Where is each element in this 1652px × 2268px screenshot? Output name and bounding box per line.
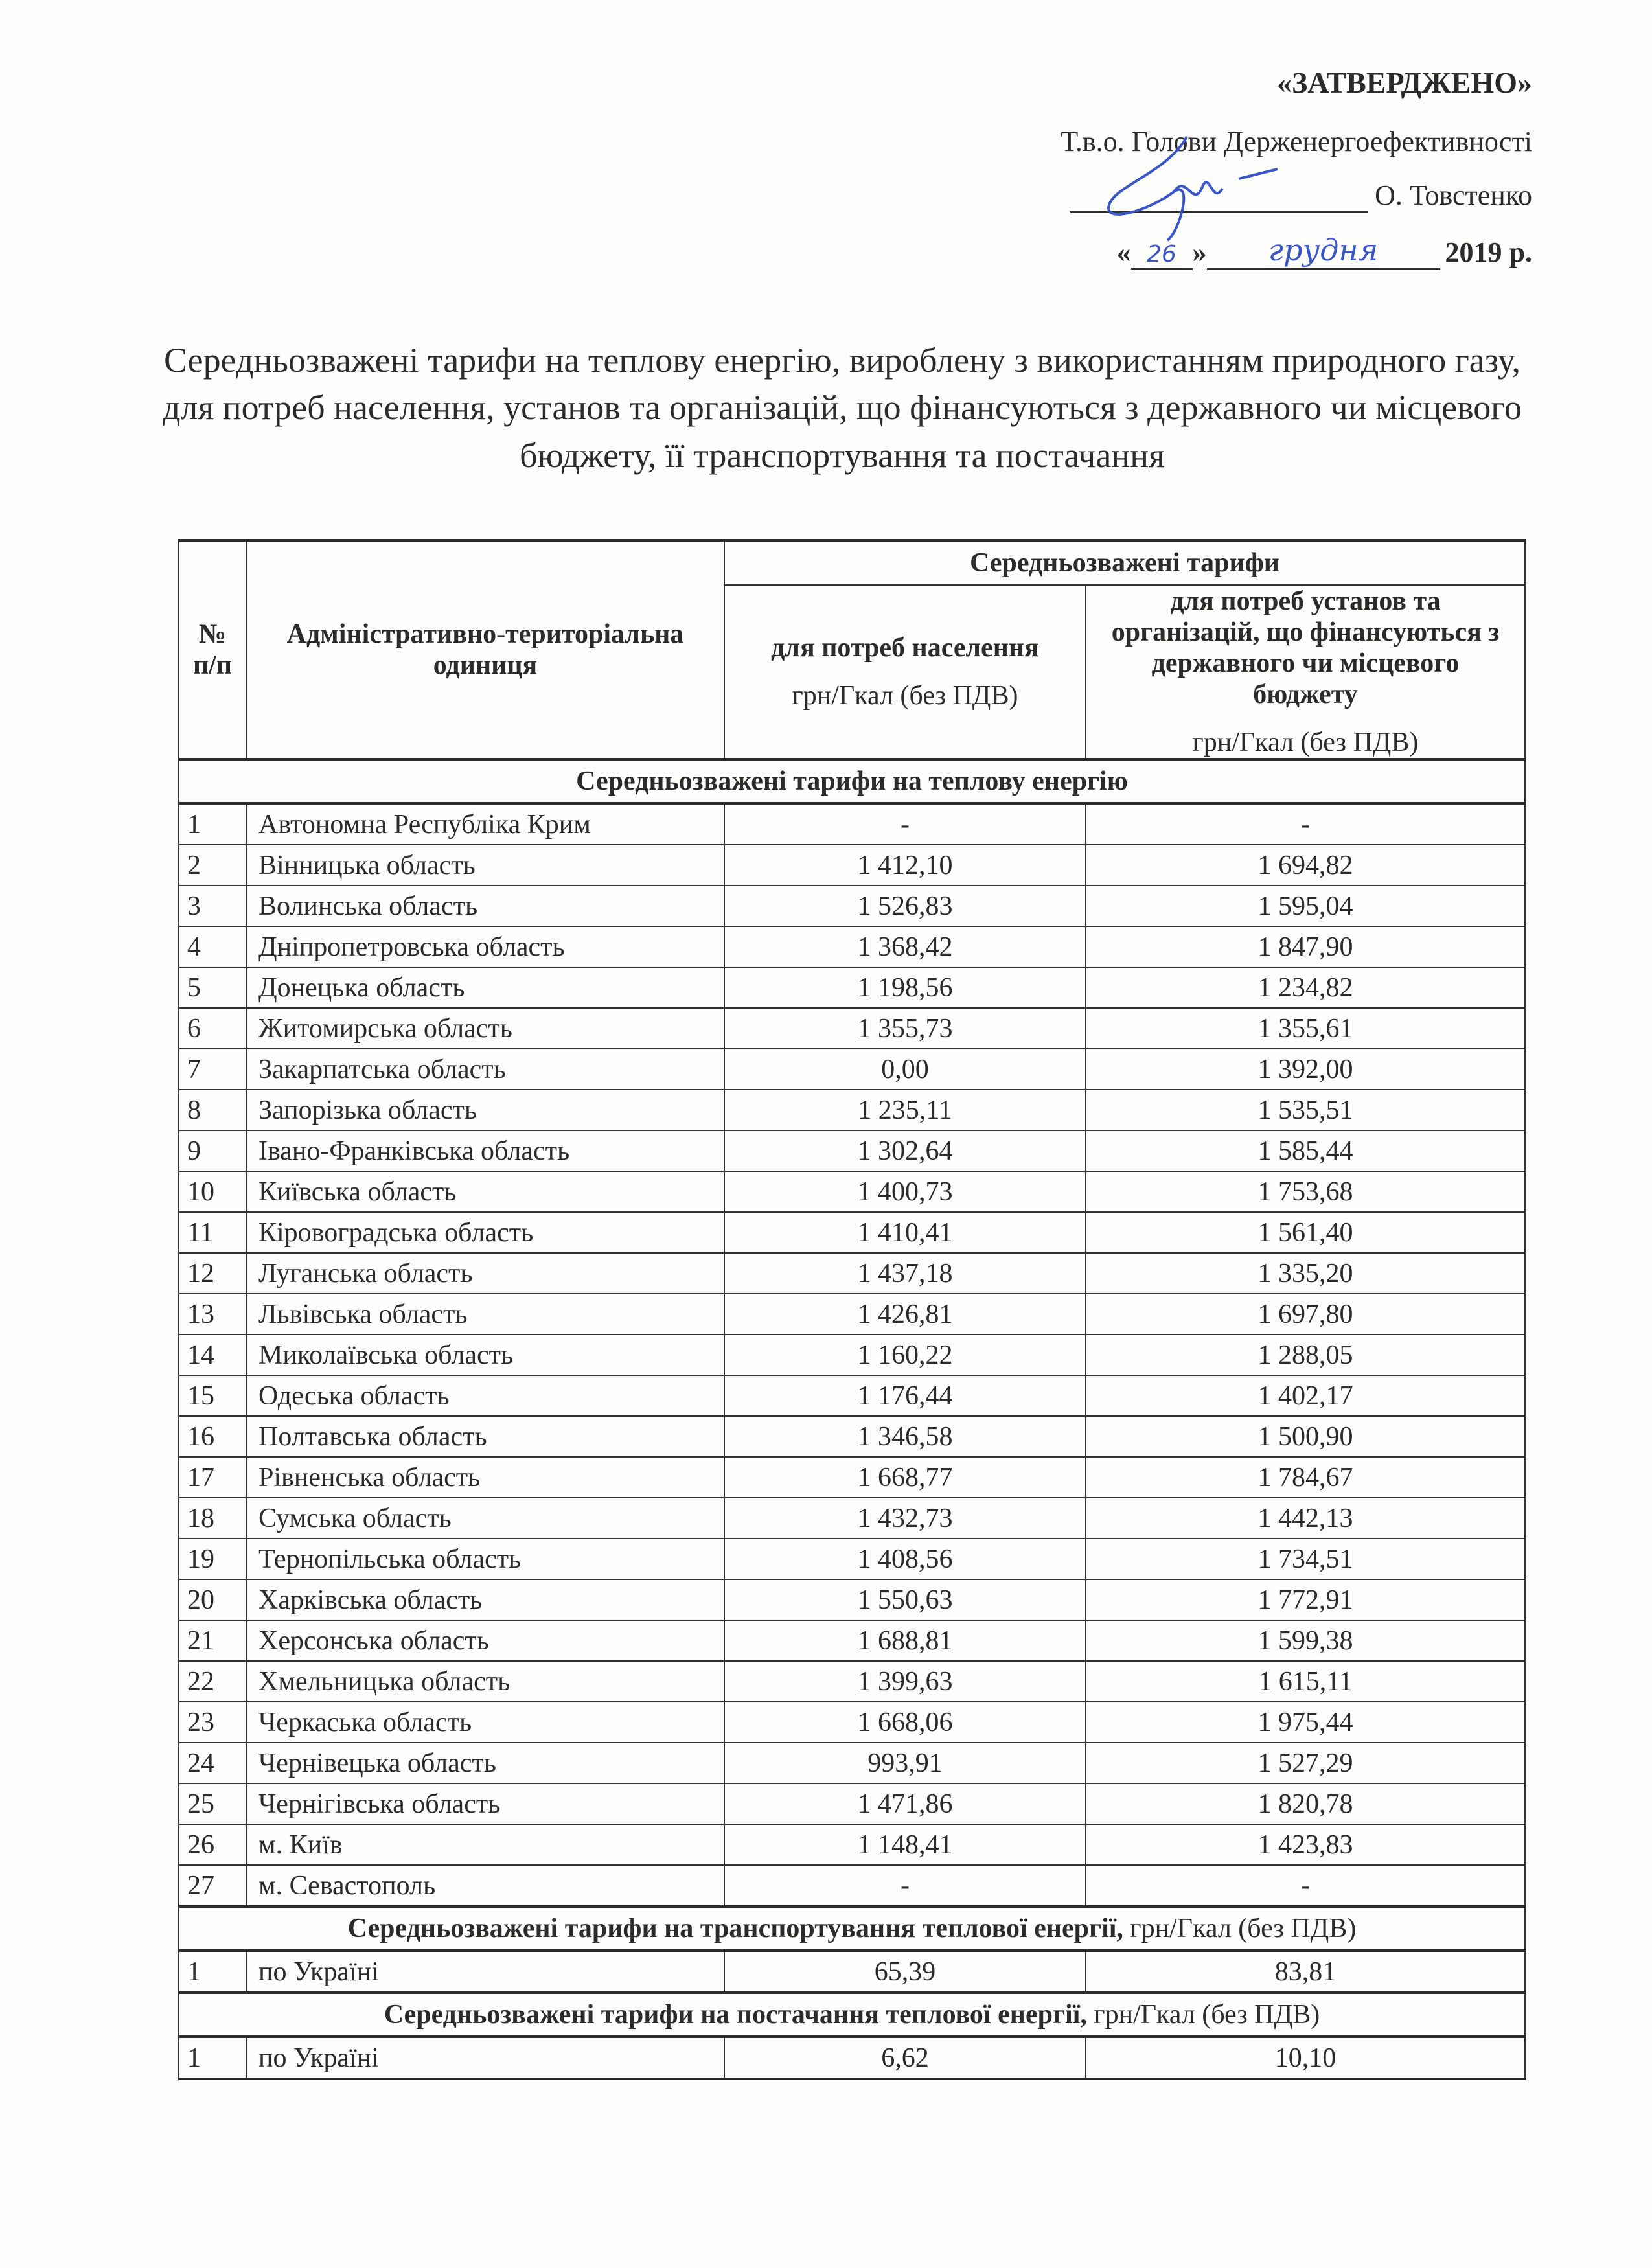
row-region: Чернігівська область [246, 1783, 724, 1824]
table-row [179, 886, 1525, 926]
header-institutions-unit: грн/Гкал (без ПДВ) [1192, 727, 1419, 757]
table-row [179, 1498, 1525, 1539]
row-region: Одеська область [246, 1375, 724, 1416]
table-row [179, 1090, 1525, 1130]
table-row [179, 1416, 1525, 1457]
approval-stamp: «ЗАТВЕРДЖЕНО» [1276, 66, 1532, 99]
row-institutions-tariff: 1 595,04 [1086, 886, 1525, 926]
table-row [179, 1294, 1525, 1334]
date-month: грудня [1207, 233, 1440, 270]
signature-line [1061, 179, 1532, 213]
row-number: 10 [179, 1171, 246, 1212]
row-institutions-tariff: - [1086, 1865, 1525, 1907]
table-row [179, 926, 1525, 967]
row-region: Запорізька область [246, 1090, 724, 1130]
section-transport-unit: грн/Гкал (без ПДВ) [1130, 1914, 1357, 1943]
row-region: Львівська область [246, 1294, 724, 1334]
row-population-tariff: 1 688,81 [724, 1620, 1086, 1661]
row-population-tariff: - [724, 1865, 1086, 1907]
row-institutions-tariff: 1 500,90 [1086, 1416, 1525, 1457]
row-institutions-tariff: 1 535,51 [1086, 1090, 1525, 1130]
section-supply-title: Середньозважені тарифи на постачання теплової енергії, [384, 2000, 1087, 2030]
row-region: по Україні [246, 2037, 724, 2079]
table-row [179, 1049, 1525, 1090]
row-number: 14 [179, 1334, 246, 1375]
header-group: Середньозважені тарифи [724, 540, 1525, 585]
table-row [179, 1702, 1525, 1743]
signatory-name: О. Товстенко [1375, 179, 1532, 211]
table-row [179, 1253, 1525, 1294]
date-year: 2019 р. [1445, 236, 1532, 269]
row-institutions-tariff: 1 355,61 [1086, 1008, 1525, 1049]
row-population-tariff: 1 148,41 [724, 1824, 1086, 1865]
row-region: м. Київ [246, 1824, 724, 1865]
table-row [179, 1783, 1525, 1824]
row-institutions-tariff: 1 697,80 [1086, 1294, 1525, 1334]
document-title: Середньозважені тарифи на теплову енергію, вироблену з використанням природного газу, для потреб населення, установ та організацій, що фінансуються з державного чи місцевого бюджету, її транспортування та постачання [162, 341, 1522, 475]
row-population-tariff: 1 302,64 [724, 1130, 1086, 1171]
row-region: Закарпатська область [246, 1049, 724, 1090]
approval-block [1061, 65, 1532, 270]
table-row [179, 1865, 1525, 1907]
row-institutions-tariff: 1 335,20 [1086, 1253, 1525, 1294]
row-number: 7 [179, 1049, 246, 1090]
row-number: 20 [179, 1579, 246, 1620]
row-number: 8 [179, 1090, 246, 1130]
row-population-tariff: 65,39 [724, 1951, 1086, 1993]
row-number: 1 [179, 803, 246, 845]
row-institutions-tariff: 1 234,82 [1086, 967, 1525, 1008]
table-row [179, 1539, 1525, 1579]
row-number: 27 [179, 1865, 246, 1907]
handwritten-signature-icon [1090, 133, 1303, 244]
row-population-tariff: 993,91 [724, 1743, 1086, 1783]
table-row [179, 1171, 1525, 1212]
row-institutions-tariff: 1 847,90 [1086, 926, 1525, 967]
row-population-tariff: 1 408,56 [724, 1539, 1086, 1579]
table-row [179, 1579, 1525, 1620]
row-number: 11 [179, 1212, 246, 1253]
row-population-tariff: 1 176,44 [724, 1375, 1086, 1416]
table-row [179, 1951, 1525, 1993]
row-institutions-tariff: 1 599,38 [1086, 1620, 1525, 1661]
header-population [724, 585, 1086, 759]
row-number: 21 [179, 1620, 246, 1661]
row-population-tariff: - [724, 803, 1086, 845]
row-number: 26 [179, 1824, 246, 1865]
table-row [179, 1457, 1525, 1498]
row-population-tariff: 1 400,73 [724, 1171, 1086, 1212]
section-transport-title: Середньозважені тарифи на транспортування теплової енергії, [347, 1914, 1123, 1943]
table-row [179, 803, 1525, 845]
table-row [179, 967, 1525, 1008]
row-institutions-tariff: 1 392,00 [1086, 1049, 1525, 1090]
row-institutions-tariff: 1 820,78 [1086, 1783, 1525, 1824]
row-institutions-tariff: 1 402,17 [1086, 1375, 1525, 1416]
table-row [179, 1212, 1525, 1253]
row-population-tariff: 1 399,63 [724, 1661, 1086, 1702]
row-population-tariff: 1 668,77 [724, 1457, 1086, 1498]
row-region: Дніпропетровська область [246, 926, 724, 967]
header-population-unit: грн/Гкал (без ПДВ) [792, 681, 1018, 711]
header-population-label: для потреб населення [771, 633, 1039, 663]
row-institutions-tariff: 1 772,91 [1086, 1579, 1525, 1620]
row-population-tariff: 1 160,22 [724, 1334, 1086, 1375]
row-institutions-tariff: 1 561,40 [1086, 1212, 1525, 1253]
row-population-tariff: 6,62 [724, 2037, 1086, 2079]
row-region: Житомирська область [246, 1008, 724, 1049]
table-row [179, 1743, 1525, 1783]
row-population-tariff: 1 235,11 [724, 1090, 1086, 1130]
row-number: 17 [179, 1457, 246, 1498]
row-population-tariff: 1 471,86 [724, 1783, 1086, 1824]
date-day: 26 [1131, 240, 1193, 270]
signature-blank [1070, 185, 1368, 213]
row-region: Івано-Франківська область [246, 1130, 724, 1171]
table-row [179, 1130, 1525, 1171]
row-region: Сумська область [246, 1498, 724, 1539]
row-population-tariff: 1 346,58 [724, 1416, 1086, 1457]
row-region: Тернопільська область [246, 1539, 724, 1579]
row-number: 16 [179, 1416, 246, 1457]
row-region: Чернівецька область [246, 1743, 724, 1783]
row-number: 5 [179, 967, 246, 1008]
row-population-tariff: 1 412,10 [724, 845, 1086, 886]
row-region: Луганська область [246, 1253, 724, 1294]
row-number: 24 [179, 1743, 246, 1783]
table-row [179, 1375, 1525, 1416]
header-unit: Адміністративно-територіальна одиниця [246, 540, 724, 759]
row-population-tariff: 1 437,18 [724, 1253, 1086, 1294]
date-close-quote: » [1192, 236, 1207, 269]
header-institutions [1086, 585, 1525, 759]
row-population-tariff: 1 198,56 [724, 967, 1086, 1008]
row-institutions-tariff: 1 734,51 [1086, 1539, 1525, 1579]
row-number: 15 [179, 1375, 246, 1416]
row-population-tariff: 1 355,73 [724, 1008, 1086, 1049]
table-row [179, 1008, 1525, 1049]
row-number: 1 [179, 1951, 246, 1993]
row-number: 19 [179, 1539, 246, 1579]
row-institutions-tariff: 1 784,67 [1086, 1457, 1525, 1498]
approver-role: Т.в.о. Голови Держенергоефективності [1061, 126, 1532, 158]
row-institutions-tariff: 1 442,13 [1086, 1498, 1525, 1539]
row-institutions-tariff: 1 423,83 [1086, 1824, 1525, 1865]
row-region: м. Севастополь [246, 1865, 724, 1907]
row-institutions-tariff: 1 585,44 [1086, 1130, 1525, 1171]
row-number: 4 [179, 926, 246, 967]
header-num: № п/п [179, 540, 246, 759]
row-institutions-tariff: 1 527,29 [1086, 1743, 1525, 1783]
row-region: Харківська область [246, 1579, 724, 1620]
row-institutions-tariff: - [1086, 803, 1525, 845]
row-population-tariff: 1 550,63 [724, 1579, 1086, 1620]
row-number: 25 [179, 1783, 246, 1824]
row-number: 13 [179, 1294, 246, 1334]
row-region: Миколаївська область [246, 1334, 724, 1375]
section-heat-energy: Середньозважені тарифи на теплову енергію [179, 759, 1525, 803]
row-institutions-tariff: 1 753,68 [1086, 1171, 1525, 1212]
row-number: 18 [179, 1498, 246, 1539]
row-number: 2 [179, 845, 246, 886]
row-region: Вінницька область [246, 845, 724, 886]
table-row [179, 1661, 1525, 1702]
row-number: 22 [179, 1661, 246, 1702]
row-institutions-tariff: 1 694,82 [1086, 845, 1525, 886]
table-row [179, 1334, 1525, 1375]
section-transport [179, 1907, 1525, 1951]
row-region: Автономна Республіка Крим [246, 803, 724, 845]
row-region: Волинська область [246, 886, 724, 926]
table-row [179, 1824, 1525, 1865]
row-institutions-tariff: 1 288,05 [1086, 1334, 1525, 1375]
row-number: 6 [179, 1008, 246, 1049]
table-row [179, 845, 1525, 886]
row-region: Рівненська область [246, 1457, 724, 1498]
row-population-tariff: 1 668,06 [724, 1702, 1086, 1743]
row-population-tariff: 0,00 [724, 1049, 1086, 1090]
row-population-tariff: 1 526,83 [724, 886, 1086, 926]
tariffs-table [178, 539, 1526, 2080]
row-number: 1 [179, 2037, 246, 2079]
header-institutions-label: для потреб установ та організацій, що фінансуються з державного чи місцевого бюджету [1111, 586, 1500, 709]
section-supply-unit: грн/Гкал (без ПДВ) [1094, 2000, 1320, 2030]
row-number: 3 [179, 886, 246, 926]
row-institutions-tariff: 1 975,44 [1086, 1702, 1525, 1743]
row-region: Херсонська область [246, 1620, 724, 1661]
row-population-tariff: 1 426,81 [724, 1294, 1086, 1334]
row-region: Кіровоградська область [246, 1212, 724, 1253]
row-number: 23 [179, 1702, 246, 1743]
row-region: Полтавська область [246, 1416, 724, 1457]
row-region: Хмельницька область [246, 1661, 724, 1702]
row-institutions-tariff: 1 615,11 [1086, 1661, 1525, 1702]
row-number: 9 [179, 1130, 246, 1171]
row-population-tariff: 1 410,41 [724, 1212, 1086, 1253]
row-institutions-tariff: 10,10 [1086, 2037, 1525, 2079]
row-number: 12 [179, 1253, 246, 1294]
row-population-tariff: 1 432,73 [724, 1498, 1086, 1539]
row-institutions-tariff: 83,81 [1086, 1951, 1525, 1993]
row-region: Черкаська область [246, 1702, 724, 1743]
date-open-quote: « [1116, 236, 1131, 269]
row-region: по Україні [246, 1951, 724, 1993]
table-row [179, 2037, 1525, 2079]
row-region: Київська область [246, 1171, 724, 1212]
row-region: Донецька область [246, 967, 724, 1008]
table-row [179, 1620, 1525, 1661]
section-supply [179, 1993, 1525, 2037]
row-population-tariff: 1 368,42 [724, 926, 1086, 967]
